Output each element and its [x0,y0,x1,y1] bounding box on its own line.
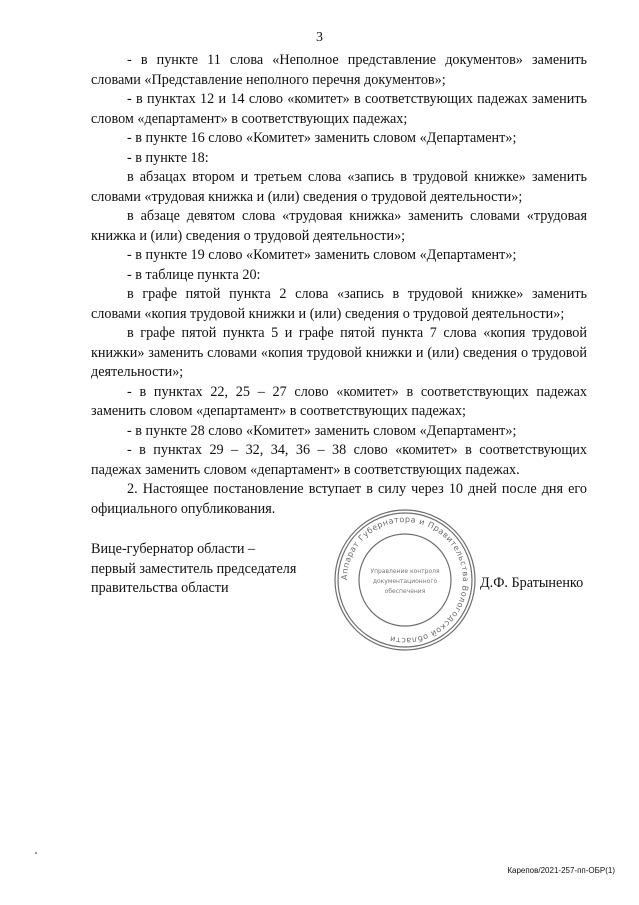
paragraph: - в пункте 11 слова «Неполное представление документов» заменить словами «Представление неполного перечня документов»; [91,52,587,88]
paragraph: в графе пятой пункта 2 слова «запись в трудовой книжке» заменить словами «копия трудовой книжки и (или) сведения о трудовой деятельности»; [91,286,587,322]
seal-outer-text: Аппарат Губернатора и Правительства Вологодской области [339,514,471,646]
official-seal-stamp [330,505,480,655]
signatory-title-line: первый заместитель председателя [91,560,297,577]
paragraph: - в пункте 28 слово «Комитет» заменить словом «Департамент»; [127,422,517,439]
document-body [91,51,587,519]
paragraph: 2. Настоящее постановление вступает в силу через 10 дней после дня его официального опубликования. [91,481,587,517]
paragraph: - в таблице пункта 20: [127,266,261,283]
paragraph: - в пунктах 22, 25 – 27 слово «комитет» в соответствующих падежах заменить словом «департамент» в соответствующих падежах; [91,383,587,419]
paragraph: - в пунктах 12 и 14 слово «комитет» в соответствующих падежах заменить словом «департамент» в соответствующих падежах; [91,91,587,127]
signatory-title-line: правительства области [91,580,229,596]
page-number: 3 [316,30,323,45]
paragraph: в абзацах втором и третьем слова «запись в трудовой книжке» заменить словами «трудовая книжка и (или) сведения о трудовой деятельности»; [91,169,587,205]
signature-block [91,540,296,599]
signatory-name: Д.Ф. Братыненко [480,575,584,591]
seal-inner-text: документационного [372,578,438,585]
paragraph: - в пунктах 29 – 32, 34, 36 – 38 слово «комитет» в соответствующих падежах заменить словом «департамент» в соответствующих падежах. [91,442,587,478]
signatory-title-line: Вице-губернатор области – [91,541,256,557]
paragraph: в абзаце девятом слова «трудовая книжка» заменить словами «трудовая книжка и (или) сведения о трудовой деятельности»; [91,208,587,244]
paragraph: - в пункте 19 слово «Комитет» заменить словом «Департамент»; [127,247,517,263]
scan-artifact [35,852,37,854]
seal-inner-text: обеспечения [384,588,426,595]
paragraph: - в пункте 18: [127,149,209,166]
seal-inner-text: Управление контроля [370,568,440,575]
footer-document-reference: Карепов/2021-257-пп-ОБР(1) [507,866,615,875]
paragraph: в графе пятой пункта 5 и графе пятой пункта 7 слова «копия трудовой книжки» заменить словами «копия трудовой книжки и (или) сведения о трудовой деятельности»; [91,325,587,380]
paragraph: - в пункте 16 слово «Комитет» заменить словом «Департамент»; [127,130,517,146]
